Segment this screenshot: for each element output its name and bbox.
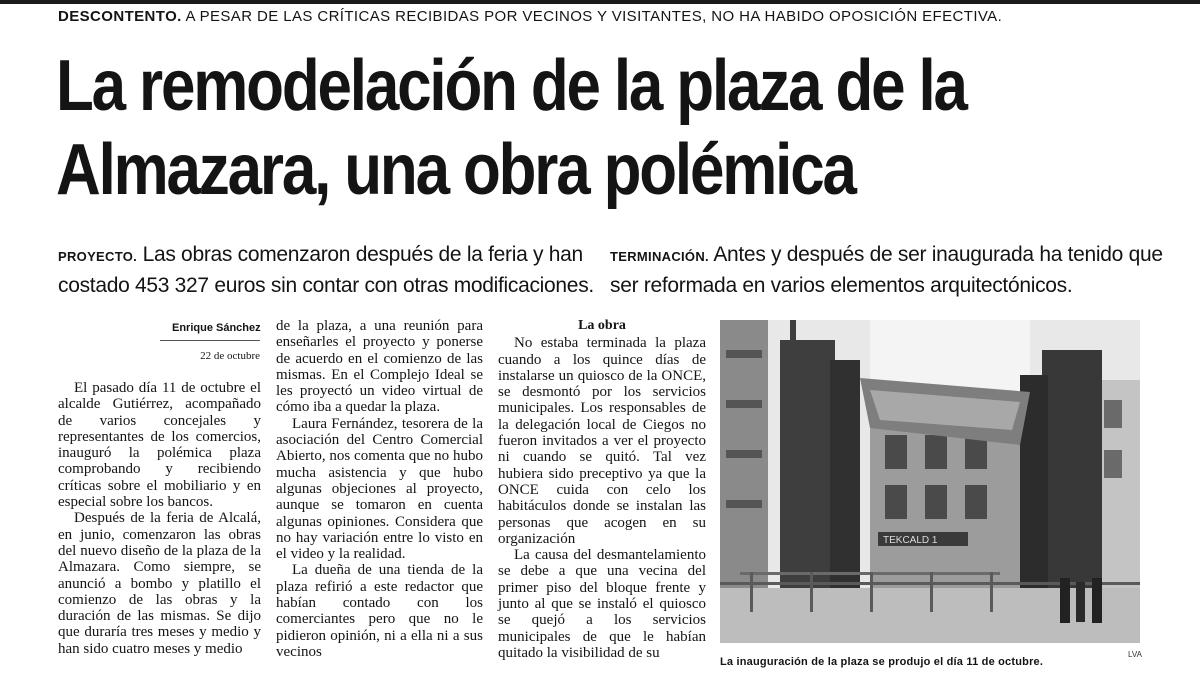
subhead-label: TERMINACIÓN.	[610, 249, 709, 264]
top-rule	[0, 0, 1200, 4]
section-subtitle: La obra	[578, 318, 626, 333]
paragraph: La causa del desmantelamiento se debe a que una vecina del primer piso del bloque frente y junto al que se instaló el quiosco se quejó a los servicios municipales de que le habían quitado la visibilidad de su	[498, 547, 706, 661]
subhead-text: Antes y después de ser inaugurada ha tenido que ser reformada en varios elementos arquitectónicos.	[610, 243, 1163, 297]
paragraph: Después de la feria de Alcalá, en junio, comenzaron las obras del nuevo diseño de la plaza de la Almazara. Como siempre, se anunció a bombo y platillo el comienzo de las obras y la duración de las mismas. Se dijo que duraría tres meses y medio y han sido cuatro meses y medio	[58, 510, 261, 657]
subhead-completion	[610, 240, 1170, 300]
headline-line-1: La remodelación de la plaza de la	[56, 46, 966, 126]
headline	[56, 44, 1002, 212]
subhead-text: Las obras comenzaron después de la feria y han costado 453 327 euros sin contar con otras modificaciones.	[58, 243, 594, 297]
article-column-1	[58, 380, 261, 657]
article-column-2	[276, 318, 483, 660]
kicker	[58, 8, 1002, 25]
plaza-photo	[720, 320, 1140, 643]
kicker-label: DESCONTENTO.	[58, 8, 182, 25]
subhead-label: PROYECTO.	[58, 249, 138, 264]
byline-author: Enrique Sánchez	[172, 322, 261, 334]
photo-caption: La inauguración de la plaza se produjo el día 11 de octubre.	[720, 656, 1044, 668]
paragraph: La dueña de una tienda de la plaza refirió a este redactor que habían contado con los comerciantes pero que no le pidieron opinión, ni a ella ni a sus vecinos	[276, 562, 483, 660]
byline-date: 22 de octubre	[200, 350, 260, 362]
article-column-3	[498, 318, 706, 661]
plaza-photo-illustration	[720, 320, 1140, 643]
paragraph: El pasado día 11 de octubre el alcalde Gutiérrez, acompañado de varios concejales y representantes de los comercios, inauguró la polémica plaza comprobando y recibiendo críticas sobre el mobiliario y en especial sobre los bancos.	[58, 380, 261, 511]
paragraph: de la plaza, a una reunión para enseñarles el proyecto y ponerse de acuerdo en el comienzo de las mismas. En el Complejo Ideal se les proyectó un video virtual de cómo iba a quedar la plaza.	[276, 318, 483, 416]
byline-rule	[160, 340, 260, 341]
kicker-text: A PESAR DE LAS CRÍTICAS RECIBIDAS POR VECINOS Y VISITANTES, NO HA HABIDO OPOSICIÓN EFECTIVA.	[181, 8, 1003, 25]
paragraph: No estaba terminada la plaza cuando a los quince días de instalarse un quiosco de la ONCE, se desmontó por los servicios municipales. Los responsables de la delegación local de Ciegos no fueron invitados a ver el proyecto ni cuando se quitó. Tal vez hubiera sido preceptivo ya que la ONCE cuida con celo los habitáculos donde se instalan las personas que acogen en su organización	[498, 335, 706, 547]
paragraph: Laura Fernández, tesorera de la asociación del Centro Comercial Abierto, nos comenta que no hubo mucha asistencia y que hubo algunas objeciones al proyecto, aunque se tomaron en cuenta algunas opiniones. Considera que no hay variación entre lo visto en el video y la realidad.	[276, 415, 483, 563]
headline-line-2: Almazara, una obra polémica	[56, 130, 855, 210]
photo-credit: LVA	[1128, 650, 1142, 659]
subhead-project	[58, 240, 598, 300]
shop-sign-text: TEKCALD 1	[883, 535, 938, 546]
